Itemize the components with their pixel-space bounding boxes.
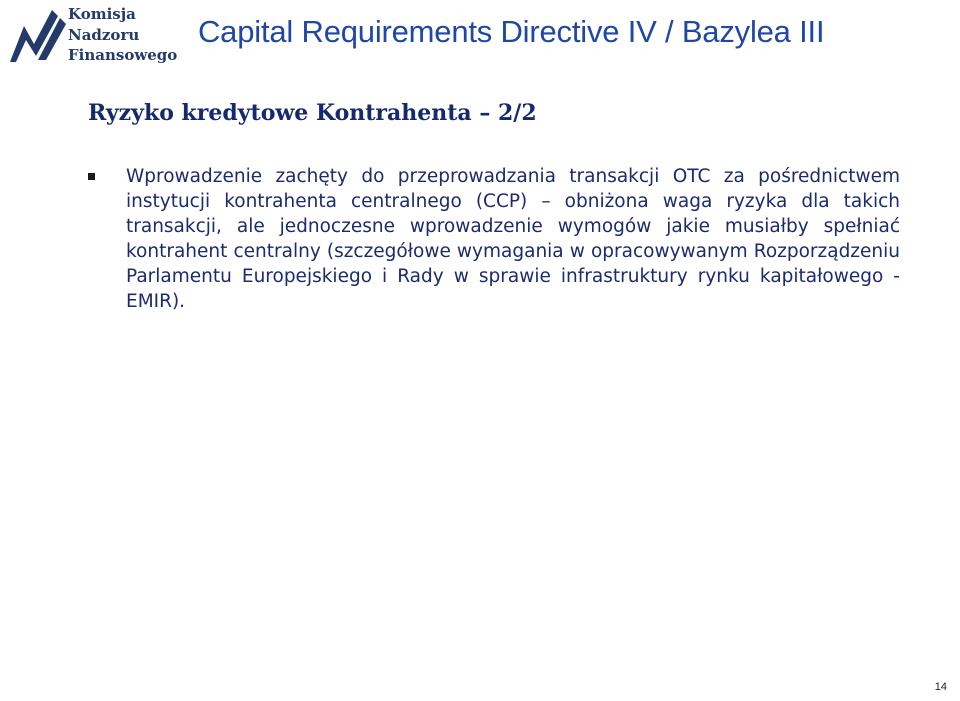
knf-logo: [8, 4, 178, 66]
bullet-item: [88, 164, 900, 314]
square-bullet-icon: [88, 173, 95, 180]
logo-line-3: Finansowego: [68, 46, 178, 64]
bullet-list: [88, 164, 900, 314]
header-title: Capital Requirements Directive IV / Bazylea III: [198, 14, 825, 49]
knf-logo-icon: [8, 6, 70, 64]
bullet-text: Wprowadzenie zachęty do przeprowadzania transakcji OTC za pośrednictwem instytucji kontrahenta centralnego (CCP) – obniżona waga ryzyka dla takich transakcji, ale jednoczesne wprowadzenie wymogów jakie musiałby spełniać kontrahent centralny (szczegółowe wymagania w opracowywanym Rozporządzeniu Parlamentu Europejskiego i Rady w sprawie infrastruktury rynku kapitałowego - EMIR).: [126, 166, 900, 312]
logo-wordmark: [68, 4, 177, 66]
page-number: 14: [934, 681, 947, 693]
logo-line-2: Nadzoru: [68, 25, 140, 44]
logo-line-1: Komisja: [68, 5, 136, 23]
slide-title: Ryzyko kredytowe Kontrahenta – 2/2: [88, 100, 537, 126]
